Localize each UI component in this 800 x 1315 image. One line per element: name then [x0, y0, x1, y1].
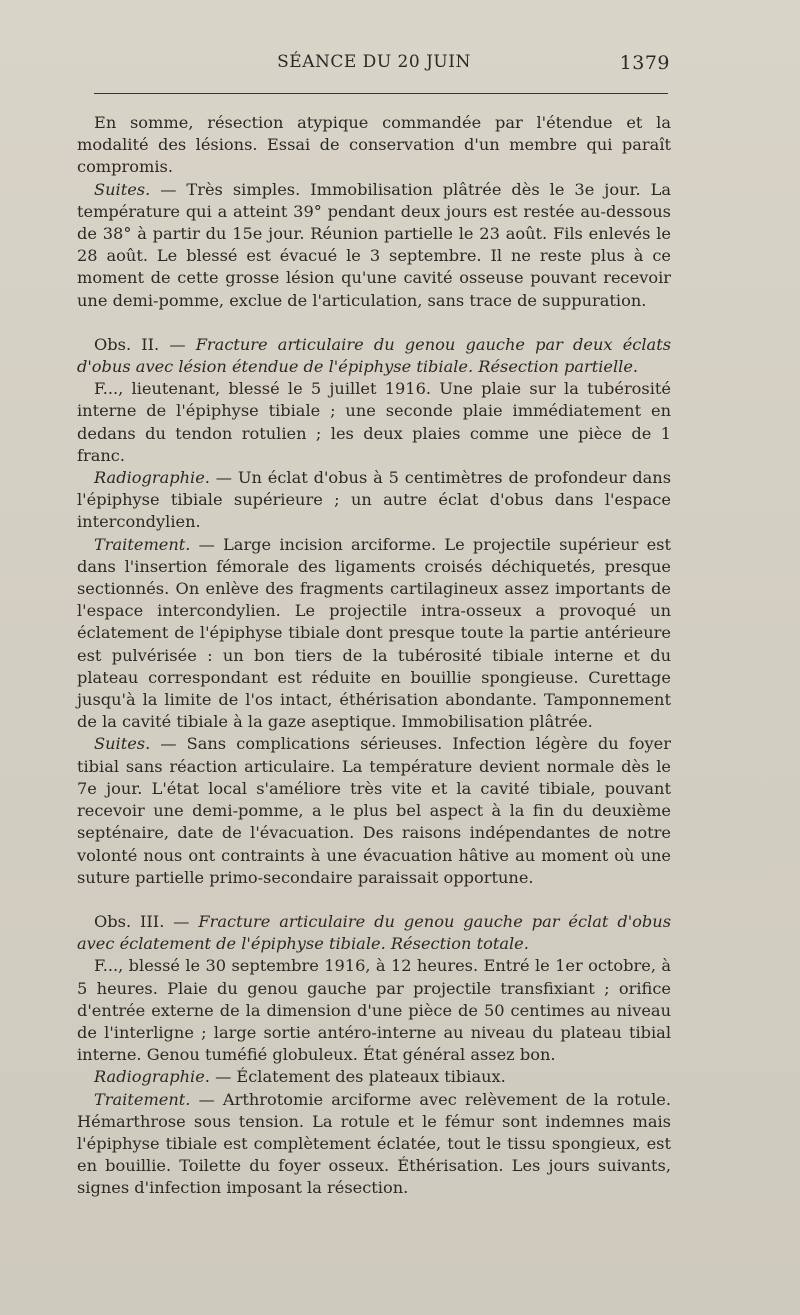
- observation-heading: Obs. II. — Fracture articulaire du genou gauche par deux éclats d'obus avec lésion étendue de l'épiphyse tibiale. Résection partielle.: [77, 334, 672, 377]
- paragraph: Suites. — Sans complications sérieuses. Infection légère du foyer tibial sans réaction articulaire. La température devient normale dès le 7e jour. L'état local s'améliore très vite et la cavité tibiale, pouvant recevoir une demi-pomme, a le plus bel aspect à la fin du deuxième septénaire, date de l'évacuation. Des raisons indépendantes de notre volonté nous ont contraints à une évacuation hâtive au moment où une suture partielle primo-secondaire paraissait opportune.: [77, 734, 671, 887]
- paragraph: Radiographie. — Un éclat d'obus à 5 centimètres de profondeur dans l'épiphyse tibiale supérieure ; un autre éclat d'obus dans l'espace intercondylien.: [77, 468, 671, 532]
- paragraph: F..., blessé le 30 septembre 1916, à 12 heures. Entré le 1er octobre, à 5 heures. Plaie du genou gauche par projectile transfixiant ; orifice d'entrée externe de la dimension d'une pièce de 50 centimes au niveau de l'interligne ; large sortie antéro-interne au niveau du plateau tibial interne. Genou tuméfié globuleux. État général assez bon.: [77, 956, 671, 1065]
- page-header: [78, 52, 670, 76]
- running-head: SÉANCE DU 20 JUIN: [277, 52, 471, 72]
- paragraph: En somme, résection atypique commandée par l'étendue et la modalité des lésions. Essai de conservation d'un membre qui paraît compromis.: [77, 113, 671, 177]
- header-rule: [94, 93, 668, 94]
- body-text: [77, 112, 671, 1200]
- paragraph: F..., lieutenant, blessé le 5 juillet 1916. Une plaie sur la tubérosité interne de l'épiphyse tibiale ; une seconde plaie immédiatement en dedans du tendon rotulien ; les deux plaies comme une pièce de 1 franc.: [77, 379, 671, 465]
- paragraph: Radiographie. — Éclatement des plateaux tibiaux.: [94, 1067, 506, 1087]
- page-number: 1379: [619, 52, 670, 74]
- paragraph: Suites. — Très simples. Immobilisation plâtrée dès le 3e jour. La température qui a atteint 39° pendant deux jours est restée au-dessous de 38° à partir du 15e jour. Réunion partielle le 23 août. Fils enlevés le 28 août. Le blessé est évacué le 3 septembre. Il ne reste plus à ce moment de cette grosse lésion qu'une cavité osseuse pouvant recevoir une demi-pomme, exclue de l'articulation, sans trace de suppuration.: [77, 179, 671, 310]
- paragraph: Traitement. — Large incision arciforme. Le projectile supérieur est dans l'insertion fémorale des ligaments croisés déchiquetés, presque sectionnés. On enlève des fragments cartilagineux assez importants de l'espace intercondylien. Le projectile intra-osseux a provoqué un éclatement de l'épiphyse tibiale dont presque toute la partie antérieure est pulvérisée : un bon tiers de la tubérosité tibiale interne et du plateau correspondant est réduite en bouillie spongieuse. Curettage jusqu'à la limite de l'os intact, éthérisation abondante. Tamponnement de la cavité tibiale à la gaze aseptique. Immobilisation plâtrée.: [77, 534, 671, 732]
- observation-heading: Obs. III. — Fracture articulaire du genou gauche par éclat d'obus avec éclatement de l'épiphyse tibiale. Résection totale.: [77, 911, 671, 954]
- paragraph: Traitement. — Arthrotomie arciforme avec relèvement de la rotule. Hémarthrose sous tension. La rotule et le fémur sont indemnes mais l'épiphyse tibiale est complètement éclatée, tout le tissu spongieux, est en bouillie. Toilette du foyer osseux. Éthérisation. Les jours suivants, signes d'infection imposant la résection.: [77, 1089, 671, 1198]
